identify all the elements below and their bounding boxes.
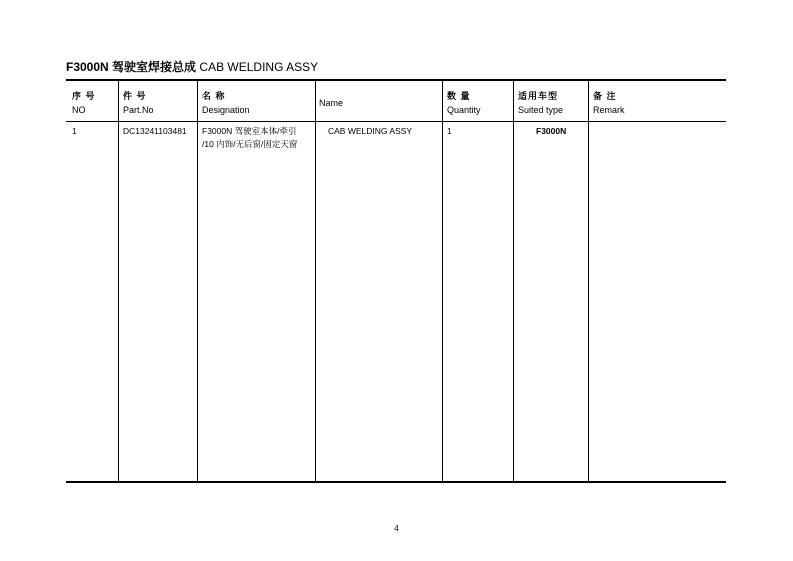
column-divider (315, 81, 316, 481)
cell-suited-type: F3000N (536, 126, 567, 136)
cell-designation (202, 125, 297, 151)
cell-quantity: 1 (447, 126, 452, 136)
column-divider (118, 81, 119, 481)
title-cn: 驾驶室焊接总成 (112, 60, 197, 74)
header-quantity-en: Quantity (447, 105, 481, 115)
header-divider (66, 121, 726, 122)
header-suited-type-en: Suited type (518, 105, 564, 115)
header-designation-cn: 名 称 (202, 91, 226, 101)
title-model: F3000N (66, 60, 109, 74)
header-no-cn: 序 号 (72, 91, 96, 101)
cell-designation-line2: /10 内饰/无后窗/固定天窗 (202, 139, 298, 149)
header-suited-type-cn: 适用车型 (518, 91, 559, 101)
cell-name: CAB WELDING ASSY (328, 126, 413, 136)
header-quantity (447, 89, 481, 117)
column-divider (197, 81, 198, 481)
header-part-no (123, 89, 154, 117)
header-name-en: Name (319, 98, 344, 108)
header-name (319, 96, 343, 110)
cell-designation-line1: F3000N 驾驶室本体/牵引 (202, 126, 297, 136)
header-part-no-en: Part.No (123, 105, 154, 115)
title-en: CAB WELDING ASSY (199, 60, 319, 74)
header-remark-en: Remark (593, 105, 625, 115)
column-divider (588, 81, 589, 481)
header-no (72, 89, 96, 117)
header-quantity-cn: 数 量 (447, 91, 471, 101)
page-number: 4 (394, 524, 399, 533)
header-designation-en: Designation (202, 105, 250, 115)
header-part-no-cn: 件 号 (123, 91, 147, 101)
parts-table (66, 79, 726, 483)
cell-no: 1 (72, 126, 77, 136)
header-remark (593, 89, 625, 117)
header-designation (202, 89, 250, 117)
header-remark-cn: 备 注 (593, 91, 617, 101)
cell-part-no: DC13241103481 (123, 126, 187, 136)
column-divider (513, 81, 514, 481)
page-title (66, 58, 318, 75)
column-divider (442, 81, 443, 481)
header-suited-type (518, 89, 563, 117)
header-no-en: NO (72, 105, 86, 115)
